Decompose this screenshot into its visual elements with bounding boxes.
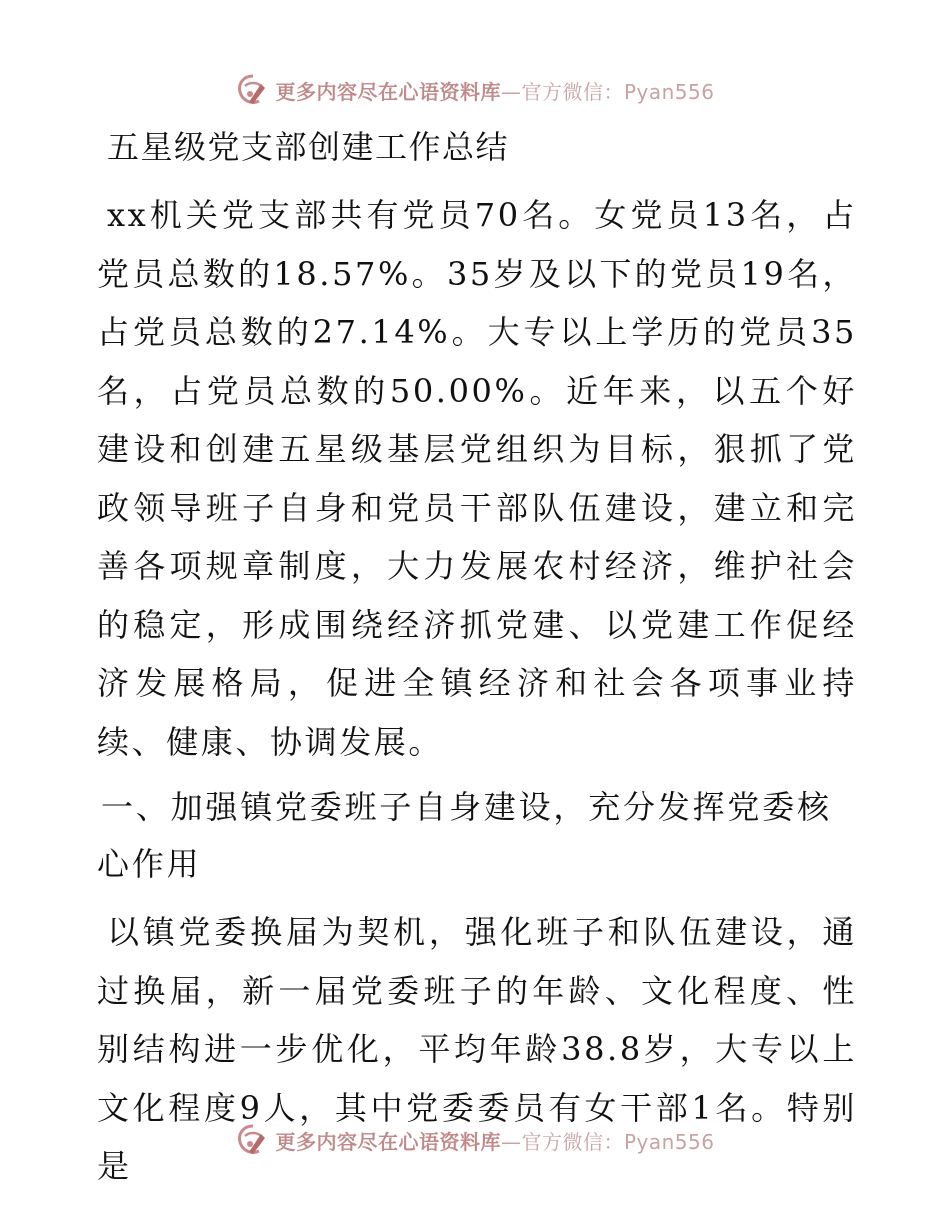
watermark-text (275, 1126, 714, 1155)
watermark-dash: — (500, 1129, 522, 1154)
watermark-text (275, 76, 714, 105)
section-1-heading: 一、加强镇党委班子自身建设，充分发挥党委核心作用 (97, 788, 832, 883)
document-title: 五星级党支部创建工作总结 (107, 128, 510, 166)
watermark-dash: — (500, 79, 522, 104)
watermark-header (0, 70, 950, 110)
document-body (97, 122, 857, 1204)
watermark-wechat: 官方微信：Pyan556 (521, 79, 715, 104)
watermark-brand: 更多内容尽在心语资料库 (275, 1129, 501, 1154)
watermark-footer (0, 1120, 950, 1160)
pen-nib-swirl-icon (235, 72, 271, 108)
section-1-paragraph: 以镇党委换届为契机，强化班子和队伍建设，通过换届，新一届党委班子的年龄、文化程度、性别结构进一步优化，平均年龄38.8岁，大专以上文化程度9人，其中党委委员有女干部1名。特别是 (97, 913, 857, 1185)
watermark-wechat: 官方微信：Pyan556 (521, 1129, 715, 1154)
watermark-brand: 更多内容尽在心语资料库 (275, 79, 501, 104)
intro-paragraph: xx机关党支部共有党员70名。女党员13名，占党员总数的18.57%。35岁及以下的党员19名，占党员总数的27.14%。大专以上学历的党员35名，占党员总数的50.00%。近年来，以五个好建设和创建五星级基层党组织为目标，狠抓了党政领导班子自身和党员干部队伍建设，建立和完善各项规章制度，大力发展农村经济，维护社会的稳定，形成围绕经济抓党建、以党建工作促经济发展格局，促进全镇经济和社会各项事业持续、健康、协调发展。 (97, 196, 857, 761)
pen-nib-swirl-icon (235, 1122, 271, 1158)
